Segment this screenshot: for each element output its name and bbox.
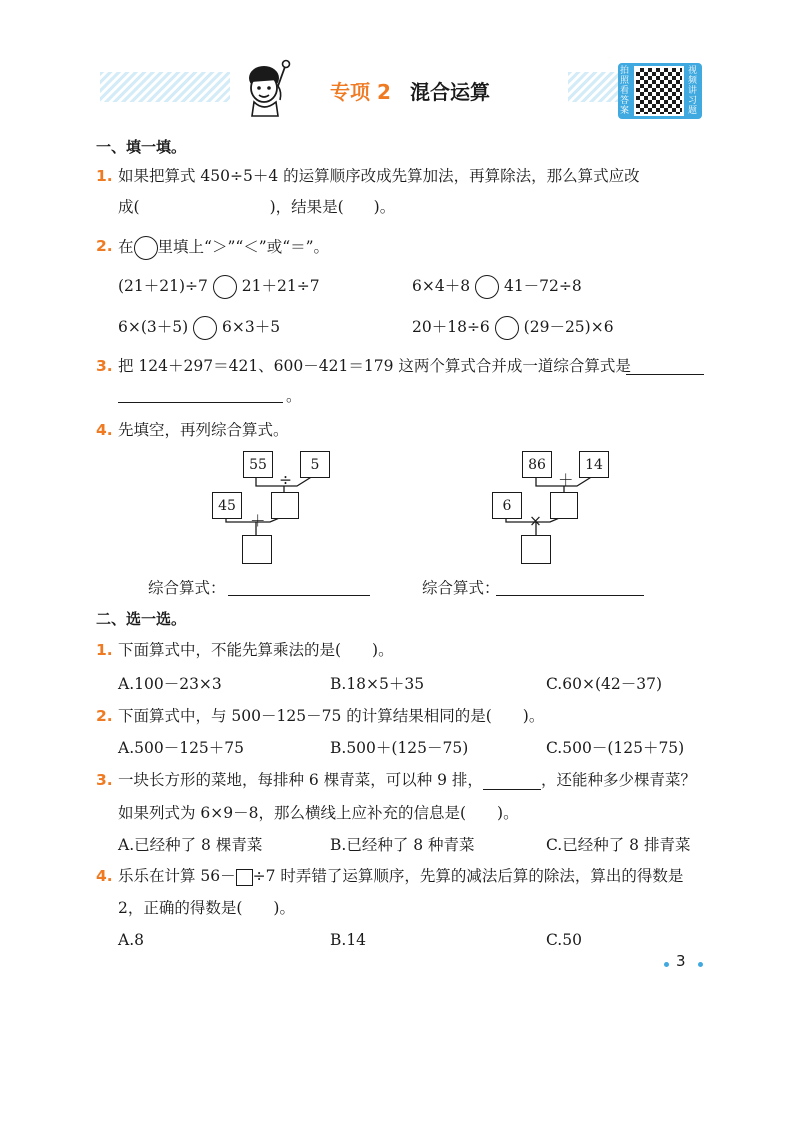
qr-panel[interactable] bbox=[618, 63, 702, 119]
tree2-answer-box-2[interactable] bbox=[521, 535, 551, 564]
formula-answer-line-2[interactable] bbox=[496, 595, 644, 596]
s2-q2-option-a[interactable]: A.500－125＋75 bbox=[118, 739, 245, 757]
q3-answer-line-2[interactable] bbox=[118, 402, 283, 403]
compare-answer-circle-4[interactable] bbox=[495, 316, 519, 340]
q1-line1: 如果把算式 450÷5＋4 的运算顺序改成先算加法，再算除法，那么算式应改 bbox=[118, 167, 640, 185]
tree1-answer-box-1[interactable] bbox=[271, 492, 299, 519]
s2-q2-option-b[interactable]: B.500＋(125－75) bbox=[330, 739, 469, 757]
page-number: 3 bbox=[676, 952, 686, 970]
compare-item-1: (21＋21)÷7 21＋21÷7 bbox=[118, 275, 320, 299]
qr-left-text: 拍照看答案 bbox=[620, 66, 630, 116]
qr-code-icon bbox=[634, 66, 684, 116]
s2-q2-text: 下面算式中，与 500－125－75 的计算结果相同的是( )。 bbox=[118, 707, 545, 725]
tree2-box-b: 14 bbox=[579, 451, 609, 478]
compare-circle-icon bbox=[134, 236, 158, 260]
compare-answer-circle-1[interactable] bbox=[213, 275, 237, 299]
s2-q3-number: 3. bbox=[96, 771, 113, 789]
tree1-op2: ＋ bbox=[250, 512, 266, 530]
s2-q4-square-box[interactable] bbox=[236, 869, 253, 886]
s2-q4-line1: 乐乐在计算 56－ ÷7 时弄错了运算顺序，先算的减法后算的除法，算出的得数是 bbox=[118, 867, 684, 885]
q4-prompt: 先填空，再列综合算式。 bbox=[118, 421, 289, 439]
s2-q1-number: 1. bbox=[96, 641, 113, 659]
header-stripe-right bbox=[568, 72, 623, 102]
s2-q3-option-c[interactable]: C.已经种了 8 排青菜 bbox=[546, 836, 691, 854]
page-title bbox=[330, 76, 490, 104]
tree2-box-a: 86 bbox=[522, 451, 552, 478]
q2-prompt: 在 里填上“＞”“＜”或“＝”。 bbox=[118, 236, 329, 260]
s2-q1-option-b[interactable]: B.18×5＋35 bbox=[330, 675, 425, 693]
tree2-op1: ＋ bbox=[558, 471, 574, 489]
q4-number: 4. bbox=[96, 421, 113, 439]
s2-q1-option-c[interactable]: C.60×(42－37) bbox=[546, 675, 662, 693]
header-stripe-left bbox=[100, 72, 230, 102]
s2-q4-option-a[interactable]: A.8 bbox=[118, 931, 144, 949]
compare-item-3: 6×(3＋5) 6×3＋5 bbox=[118, 316, 280, 340]
s2-q4-option-c[interactable]: C.50 bbox=[546, 931, 582, 949]
mascot-boy-icon bbox=[238, 56, 300, 118]
qr-right-text: 视频讲习题 bbox=[688, 66, 698, 116]
compare-answer-circle-2[interactable] bbox=[475, 275, 499, 299]
tree1-box-b: 5 bbox=[300, 451, 330, 478]
page-dot-left bbox=[664, 962, 669, 967]
section1-title: 一、填一填。 bbox=[96, 138, 187, 156]
s2-q4-option-b[interactable]: B.14 bbox=[330, 931, 367, 949]
tree2-answer-box-1[interactable] bbox=[550, 492, 578, 519]
s2-q1-option-a[interactable]: A.100－23×3 bbox=[118, 675, 222, 693]
tree2-box-c: 6 bbox=[492, 492, 522, 519]
formula-label-1: 综合算式： bbox=[148, 579, 226, 597]
q3-line2-end: 。 bbox=[286, 387, 302, 405]
s2-q4-number: 4. bbox=[96, 867, 113, 885]
q3-line1: 把 124＋297＝421、600－421＝179 这两个算式合并成一道综合算式是 bbox=[118, 357, 631, 375]
page-dot-right bbox=[698, 962, 703, 967]
compare-item-4: 20＋18÷6 (29－25)×6 bbox=[412, 316, 614, 340]
s2-q1-text: 下面算式中，不能先算乘法的是( )。 bbox=[118, 641, 394, 659]
compare-item-2: 6×4＋8 41－72÷8 bbox=[412, 275, 582, 299]
s2-q4-line2: 2，正确的得数是( )。 bbox=[118, 899, 295, 917]
q1-number: 1. bbox=[96, 167, 113, 185]
tree2-op2: × bbox=[529, 512, 542, 530]
q3-number: 3. bbox=[96, 357, 113, 375]
topic-label: 专项 2 bbox=[330, 80, 391, 104]
s2-q3-line1: 一块长方形的菜地，每排种 6 棵青菜，可以种 9 排， ，还能种多少棵青菜？ bbox=[118, 771, 696, 789]
q3-answer-line-1[interactable] bbox=[626, 374, 704, 375]
s2-q3-option-a[interactable]: A.已经种了 8 棵青菜 bbox=[118, 836, 263, 854]
q1-line2: 成( )，结果是( )。 bbox=[118, 198, 396, 216]
s2-q2-number: 2. bbox=[96, 707, 113, 725]
section2-title: 二、选一选。 bbox=[96, 610, 187, 628]
tree1-op1: ÷ bbox=[279, 471, 292, 489]
formula-answer-line-1[interactable] bbox=[228, 595, 370, 596]
s2-q3-line2: 如果列式为 6×9－8，那么横线上应补充的信息是( )。 bbox=[118, 804, 519, 822]
tree1-box-c: 45 bbox=[212, 492, 242, 519]
s2-q2-option-c[interactable]: C.500－(125＋75) bbox=[546, 739, 685, 757]
compare-answer-circle-3[interactable] bbox=[193, 316, 217, 340]
tree1-box-a: 55 bbox=[243, 451, 273, 478]
topic-title: 混合运算 bbox=[409, 80, 490, 104]
s2-q3-option-b[interactable]: B.已经种了 8 种青菜 bbox=[330, 836, 475, 854]
q2-number: 2. bbox=[96, 237, 113, 255]
s2-q3-blank[interactable] bbox=[483, 773, 541, 790]
tree1-answer-box-2[interactable] bbox=[242, 535, 272, 564]
formula-label-2: 综合算式： bbox=[422, 579, 500, 597]
